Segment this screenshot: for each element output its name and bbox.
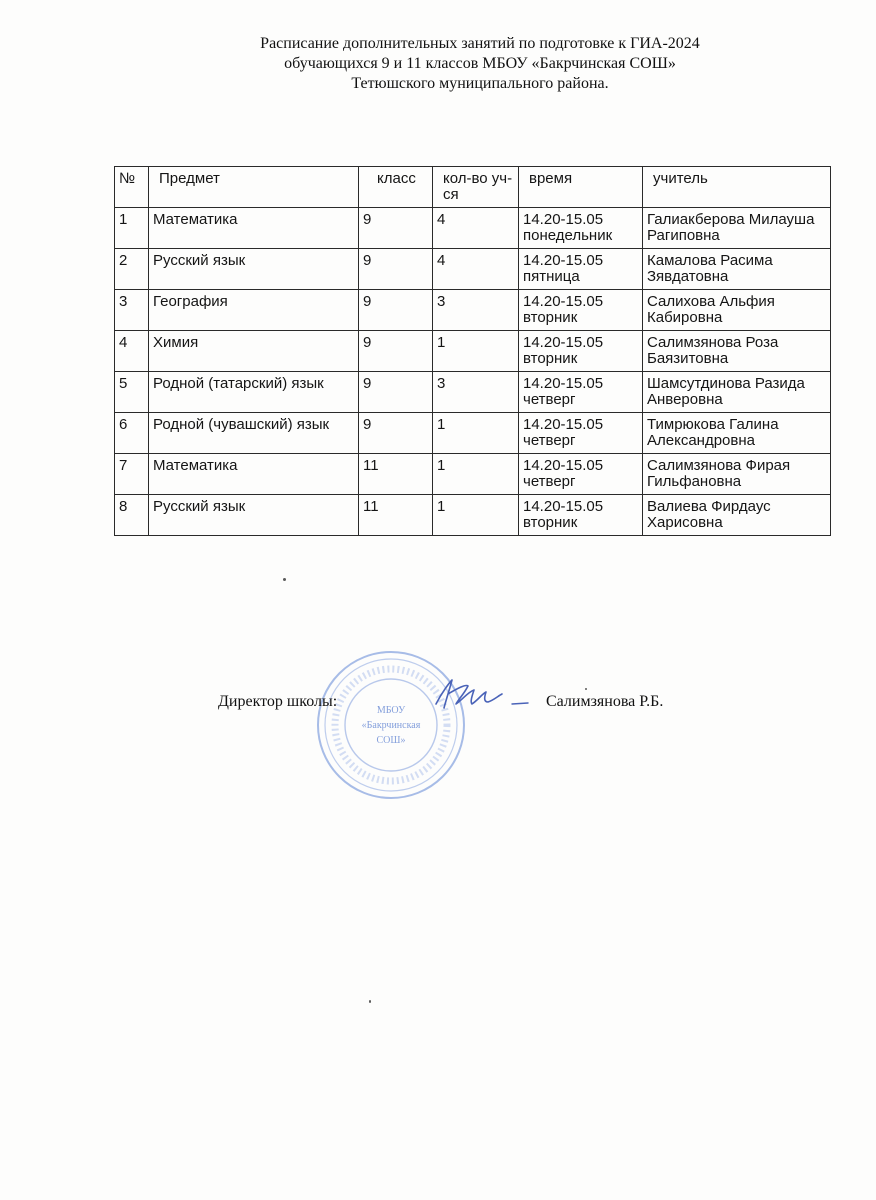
cell-class: 9 — [359, 372, 433, 413]
cell-time: 14.20-15.05 четверг — [519, 454, 643, 495]
director-name: Салимзянова Р.Б. — [546, 693, 664, 710]
scan-speck — [369, 1000, 371, 1003]
cell-time: 14.20-15.05 вторник — [519, 331, 643, 372]
cell-subject: Русский язык — [149, 495, 359, 536]
cell-num: 5 — [115, 372, 149, 413]
director-role: Директор школы: — [218, 693, 338, 710]
cell-subject: Химия — [149, 331, 359, 372]
cell-class: 9 — [359, 208, 433, 249]
cell-teacher: Камалова Расима Зявдатовна — [643, 249, 831, 290]
table-row — [115, 495, 831, 536]
table-row — [115, 208, 831, 249]
cell-count: 1 — [433, 495, 519, 536]
table-row — [115, 454, 831, 495]
stamp-text-3: СОШ» — [376, 735, 406, 746]
handwritten-signature — [428, 674, 540, 718]
table-row — [115, 372, 831, 413]
cell-class: 9 — [359, 290, 433, 331]
cell-num: 1 — [115, 208, 149, 249]
table-row — [115, 413, 831, 454]
cell-count: 4 — [433, 249, 519, 290]
title-line-1: Расписание дополнительных занятий по подготовке к ГИА-2024 — [260, 35, 700, 52]
cell-class: 9 — [359, 413, 433, 454]
cell-subject: География — [149, 290, 359, 331]
header-count: кол-во уч-ся — [433, 167, 519, 208]
cell-teacher: Валиева Фирдаус Харисовна — [643, 495, 831, 536]
schedule-table — [114, 166, 831, 536]
header-class: класс — [359, 167, 433, 208]
cell-num: 7 — [115, 454, 149, 495]
cell-subject: Родной (чувашский) язык — [149, 413, 359, 454]
cell-count: 1 — [433, 454, 519, 495]
cell-teacher: Шамсутдинова Разида Анверовна — [643, 372, 831, 413]
cell-teacher: Галиакберова Милауша Рагиповна — [643, 208, 831, 249]
cell-time: 14.20-15.05 вторник — [519, 495, 643, 536]
cell-class: 9 — [359, 331, 433, 372]
header-time: время — [519, 167, 643, 208]
title-line-2: обучающихся 9 и 11 классов МБОУ «Бакрчинская СОШ» — [284, 55, 676, 72]
cell-teacher: Салихова Альфия Кабировна — [643, 290, 831, 331]
header-subject: Предмет — [149, 167, 359, 208]
stamp-text-2: «Бакрчинская — [361, 720, 421, 731]
official-stamp — [314, 648, 468, 802]
scan-speck — [585, 688, 587, 690]
cell-num: 6 — [115, 413, 149, 454]
cell-count: 1 — [433, 413, 519, 454]
cell-class: 11 — [359, 454, 433, 495]
cell-count: 1 — [433, 331, 519, 372]
table-header-row — [115, 167, 831, 208]
table-row — [115, 290, 831, 331]
cell-subject: Математика — [149, 454, 359, 495]
header-num: № — [115, 167, 149, 208]
cell-teacher: Тимрюкова Галина Александровна — [643, 413, 831, 454]
table-row — [115, 249, 831, 290]
cell-count: 3 — [433, 372, 519, 413]
cell-num: 3 — [115, 290, 149, 331]
title-line-3: Тетюшского муниципального района. — [351, 75, 609, 92]
document-title — [0, 34, 876, 94]
cell-subject: Родной (татарский) язык — [149, 372, 359, 413]
cell-time: 14.20-15.05 понедельник — [519, 208, 643, 249]
cell-time: 14.20-15.05 четверг — [519, 413, 643, 454]
cell-time: 14.20-15.05 пятница — [519, 249, 643, 290]
cell-class: 11 — [359, 495, 433, 536]
cell-num: 4 — [115, 331, 149, 372]
cell-count: 3 — [433, 290, 519, 331]
cell-num: 2 — [115, 249, 149, 290]
scan-speck — [283, 578, 286, 581]
header-teacher: учитель — [643, 167, 831, 208]
cell-teacher: Салимзянова Фирая Гильфановна — [643, 454, 831, 495]
table-row — [115, 331, 831, 372]
cell-subject: Русский язык — [149, 249, 359, 290]
cell-count: 4 — [433, 208, 519, 249]
cell-class: 9 — [359, 249, 433, 290]
cell-teacher: Салимзянова Роза Баязитовна — [643, 331, 831, 372]
cell-subject: Математика — [149, 208, 359, 249]
stamp-text-1: МБОУ — [376, 705, 406, 716]
cell-time: 14.20-15.05 четверг — [519, 372, 643, 413]
cell-time: 14.20-15.05 вторник — [519, 290, 643, 331]
cell-num: 8 — [115, 495, 149, 536]
